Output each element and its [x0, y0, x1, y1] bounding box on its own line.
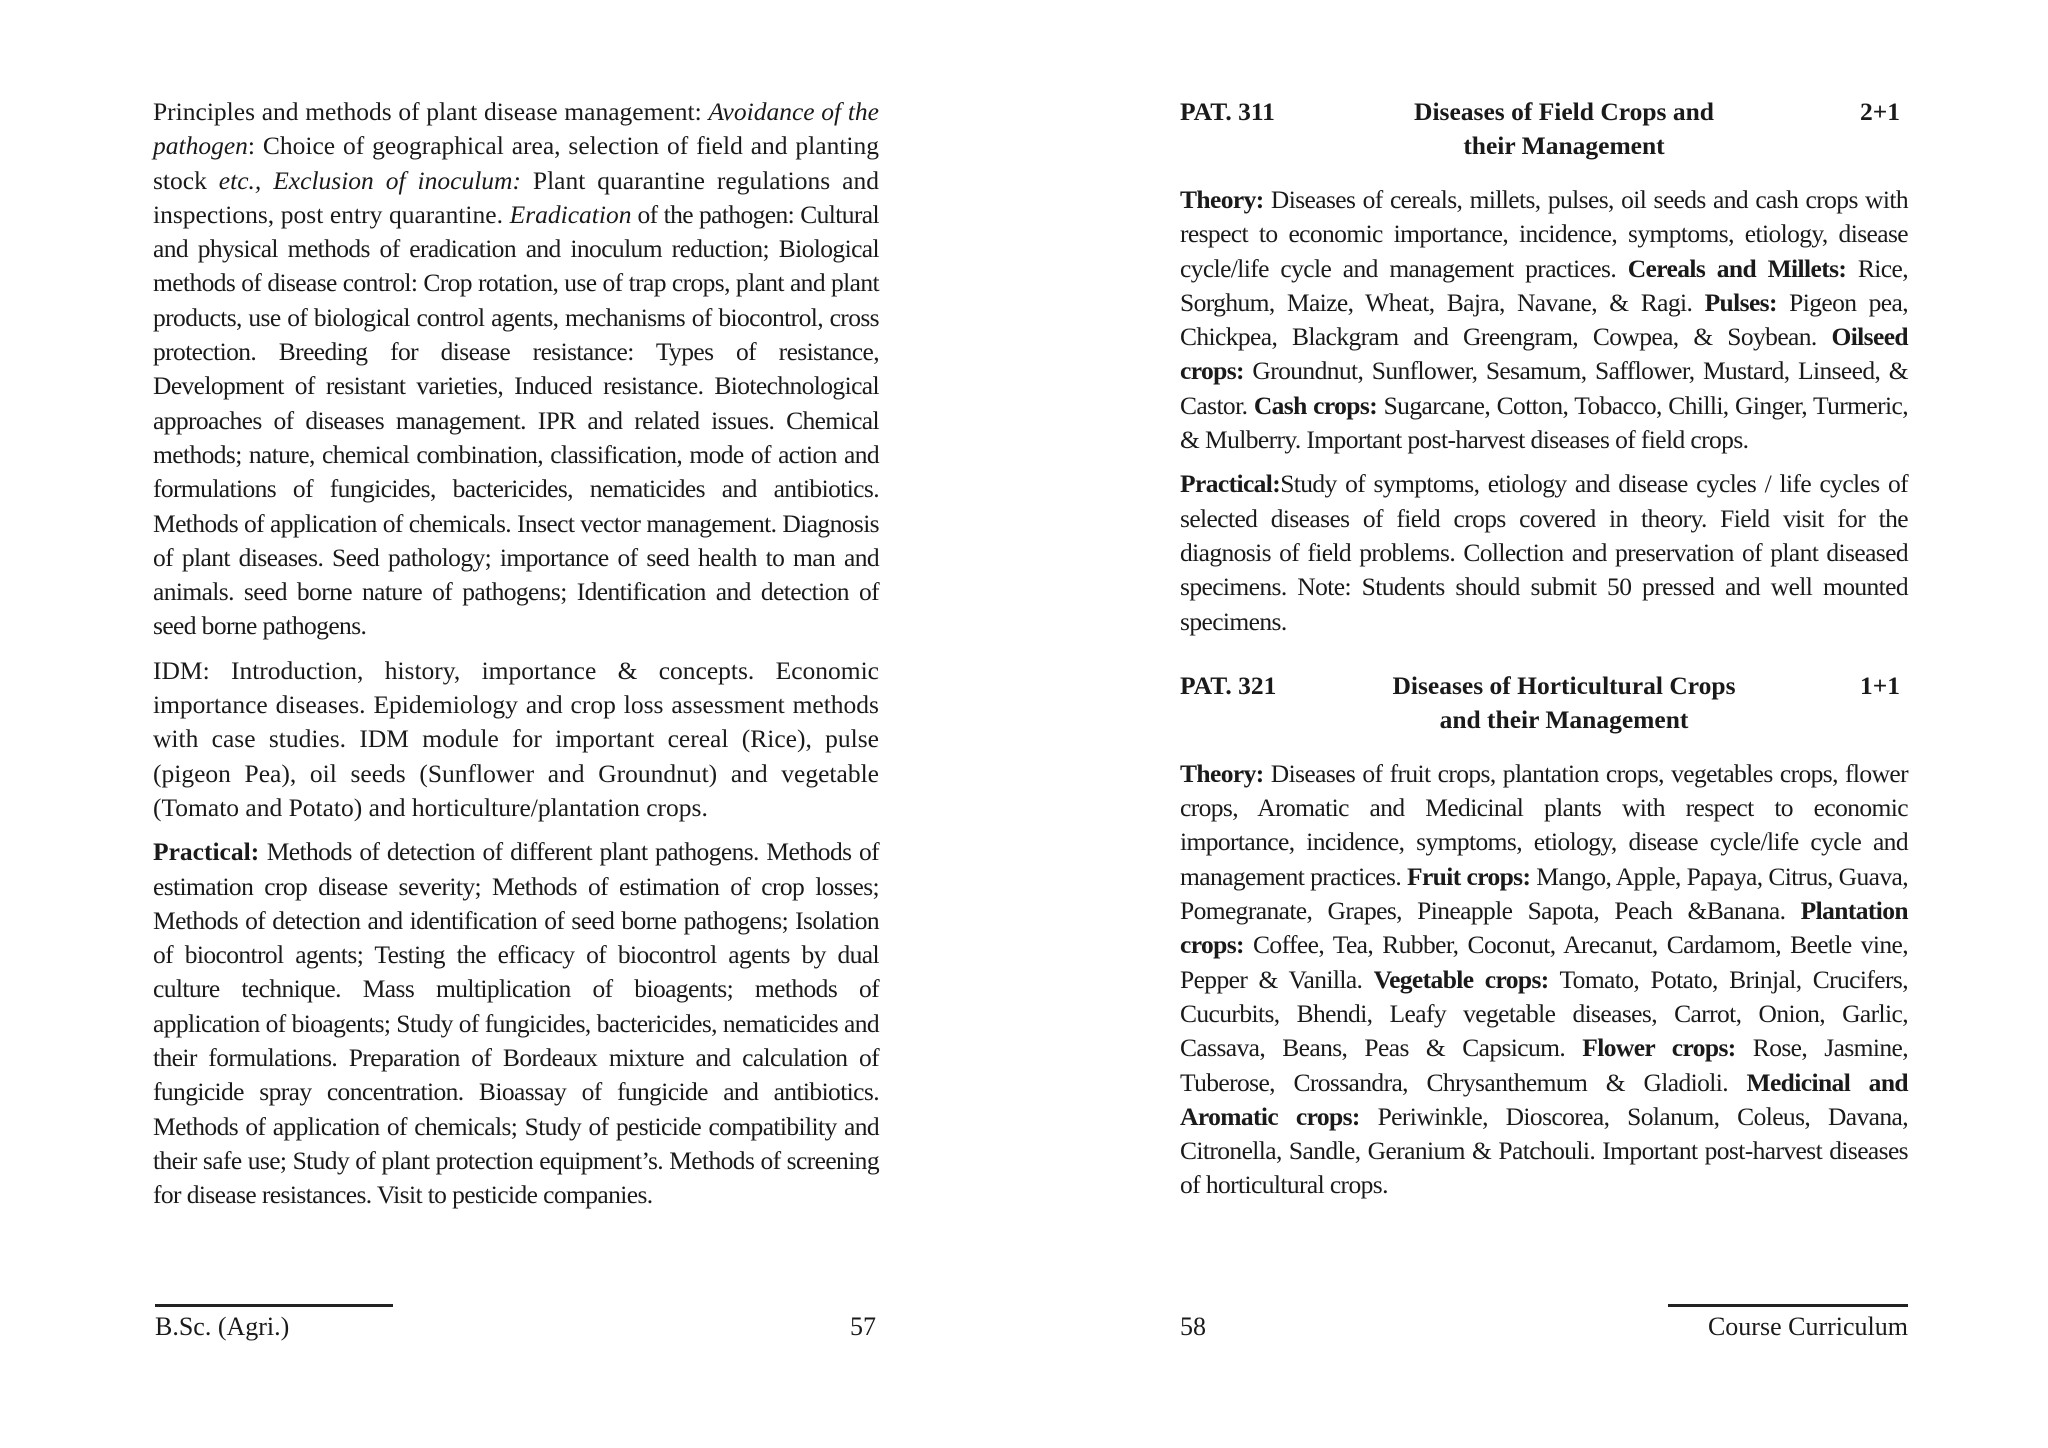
page-number-57: 57 [850, 1312, 876, 1341]
italic-term: etc., Exclusion of inoculum: [218, 165, 521, 195]
practical-paragraph-pat311 [1180, 467, 1908, 638]
title-line: and their Management [1439, 705, 1689, 735]
bold-term: Plantation crops: [1180, 896, 1908, 960]
course-title [1380, 95, 1748, 164]
course-code: PAT. 311 [1180, 97, 1275, 126]
text: Study of symptoms, etiology and disease cycles / life cycles of selected diseases of field crops covered in theory. Field visit for the diagnosis of field problems. Collection and preservation of plant diseased specimens. Note: Students should submit 50 pressed and well mounted specimens. [1180, 469, 1908, 636]
course-credits: 1+1 [1859, 670, 1900, 700]
bold-term: Medicinal and Aromatic crops: [1180, 1067, 1908, 1131]
bold-term: Oilseed crops: [1180, 322, 1908, 386]
footer-left-label: B.Sc. (Agri.) [155, 1312, 290, 1341]
text: Principles and methods of plant disease management: [153, 97, 709, 126]
italic-term: Eradication [509, 199, 632, 229]
text: : Choice of geographical area, selection of field and planting stock [153, 131, 879, 195]
right-page [1180, 95, 1908, 1213]
bold-term: Fruit crops: [1406, 861, 1531, 891]
course-heading-pat321 [1180, 669, 1908, 739]
text: Groundnut, Sunflower, Sesamum, Safflower, Mustard, Linseed, & Castor. [1180, 356, 1908, 420]
text: Tomato, Potato, Brinjal, Crucifers, Cucurbits, Bhendi, Leafy vegetable diseases, Carrot, Onion, Garlic, Cassava, Beans, Peas & Capsicum. [1180, 964, 1908, 1063]
title-line: Diseases of Field Crops and [1414, 97, 1714, 126]
practical-label: Practical: [1180, 469, 1281, 499]
footer-right-label: Course Curriculum [1707, 1312, 1908, 1341]
principles-paragraph [153, 95, 879, 644]
practical-paragraph [153, 835, 879, 1212]
course-title [1380, 669, 1748, 738]
bold-term: Pulses: [1704, 287, 1777, 317]
theory-paragraph-pat311 [1180, 183, 1908, 457]
bold-term: Flower crops: [1582, 1033, 1736, 1063]
text: of the pathogen: Cultural and physical methods of eradication and inoculum reduction; Biological methods of disease control: Crop rotation, use of trap crops, plant and plant products, use of biological control agents, mechanisms of biocontrol, cross protection. Breeding for disease resistance: Types of resistance, Development of resistant varieties, Induced resistance. Biotechnological approaches of diseases management. IPR and related issues. Chemical methods; nature, chemical combination, classification, mode of action and formulations of fungicides, bactericides, nematicides and antibiotics. Methods of application of chemicals. Insect vector management. Diagnosis of plant diseases. Seed pathology; importance of seed health to man and animals. seed borne nature of pathogens; Identification and detection of seed borne pathogens. [153, 199, 879, 641]
title-line: Diseases of Horticultural Crops [1392, 670, 1736, 700]
text: Plant quarantine regulations and inspections, post entry quarantine. [153, 165, 879, 229]
page-number-58: 58 [1180, 1312, 1206, 1341]
text: Diseases of fruit crops, plantation crops, vegetables crops, flower crops, Aromatic and Medicinal plants with respect to economic importance, incidence, symptoms, etiology, disease cycle/life cycle and management practices. [1180, 758, 1908, 891]
bold-term: Cash crops: [1253, 390, 1378, 420]
bold-term: Cereals and Millets: [1627, 253, 1847, 283]
text: Sugarcane, Cotton, Tobacco, Chilli, Ginger, Turmeric, & Mulberry. Important post-harvest diseases of field crops. [1180, 390, 1908, 455]
text: Pigeon pea, Chickpea, Blackgram and Greengram, Cowpea, & Soybean. [1180, 287, 1908, 352]
italic-term: Avoidance of the pathogen [153, 97, 879, 161]
theory-label: Theory: [1180, 185, 1264, 214]
idm-paragraph: IDM: Introduction, history, importance & concepts. Economic importance diseases. Epidemiology and crop loss assessment methods with case studies. IDM module for important cereal (Rice), pulse (pigeon Pea), oil seeds (Sunflower and Groundnut) and vegetable (Tomato and Potato) and horticulture/plantation crops. [153, 655, 879, 822]
text: Mango, Apple, Papaya, Citrus, Guava, Pomegranate, Grapes, Pineapple Sapota, Peach &Banana. [1180, 861, 1909, 926]
footer-rule-right [1668, 1304, 1908, 1307]
practical-label: Practical: [153, 837, 260, 867]
course-heading-pat311 [1180, 95, 1908, 165]
course-credits: 2+1 [1859, 97, 1900, 126]
course-code: PAT. 321 [1180, 670, 1277, 700]
text: Coffee, Tea, Rubber, Coconut, Arecanut, Cardamom, Beetle vine, Pepper & Vanilla. [1180, 930, 1908, 994]
theory-paragraph-pat321 [1180, 757, 1908, 1203]
bold-term: Vegetable crops: [1373, 964, 1549, 994]
theory-label: Theory: [1180, 758, 1264, 788]
title-line: their Management [1463, 131, 1665, 161]
left-page [153, 95, 879, 1223]
text: Rose, Jasmine, Tuberose, Crossandra, Chrysanthemum & Gladioli. [1180, 1033, 1909, 1097]
text: Periwinkle, Dioscorea, Solanum, Coleus, Davana, Citronella, Sandle, Geranium & Patchouli. Important post-harvest diseases of horticultural crops. [1180, 1101, 1908, 1200]
footer-rule-left [155, 1304, 393, 1307]
text: Diseases of cereals, millets, pulses, oil seeds and cash crops with respect to economic importance, incidence, symptoms, etiology, disease cycle/life cycle and management practices. [1180, 185, 1908, 283]
text: Rice, Sorghum, Maize, Wheat, Bajra, Navane, & Ragi. [1180, 253, 1908, 317]
text: Methods of detection of different plant pathogens. Methods of estimation crop disease severity; Methods of estimation of crop losses; Methods of detection and identification of seed borne pathogens; Isolation of biocontrol agents; Testing the efficacy of biocontrol agents by dual culture technique. Mass multiplication of bioagents; methods of application of bioagents; Study of fungicides, bactericides, nematicides and their formulations. Preparation of Bordeaux mixture and calculation of fungicide spray concentration. Bioassay of fungicide and antibiotics. Methods of application of chemicals; Study of pesticide compatibility and their safe use; Study of plant protection equipment’s. Methods of screening for disease resistances. Visit to pesticide companies. [153, 837, 879, 1210]
